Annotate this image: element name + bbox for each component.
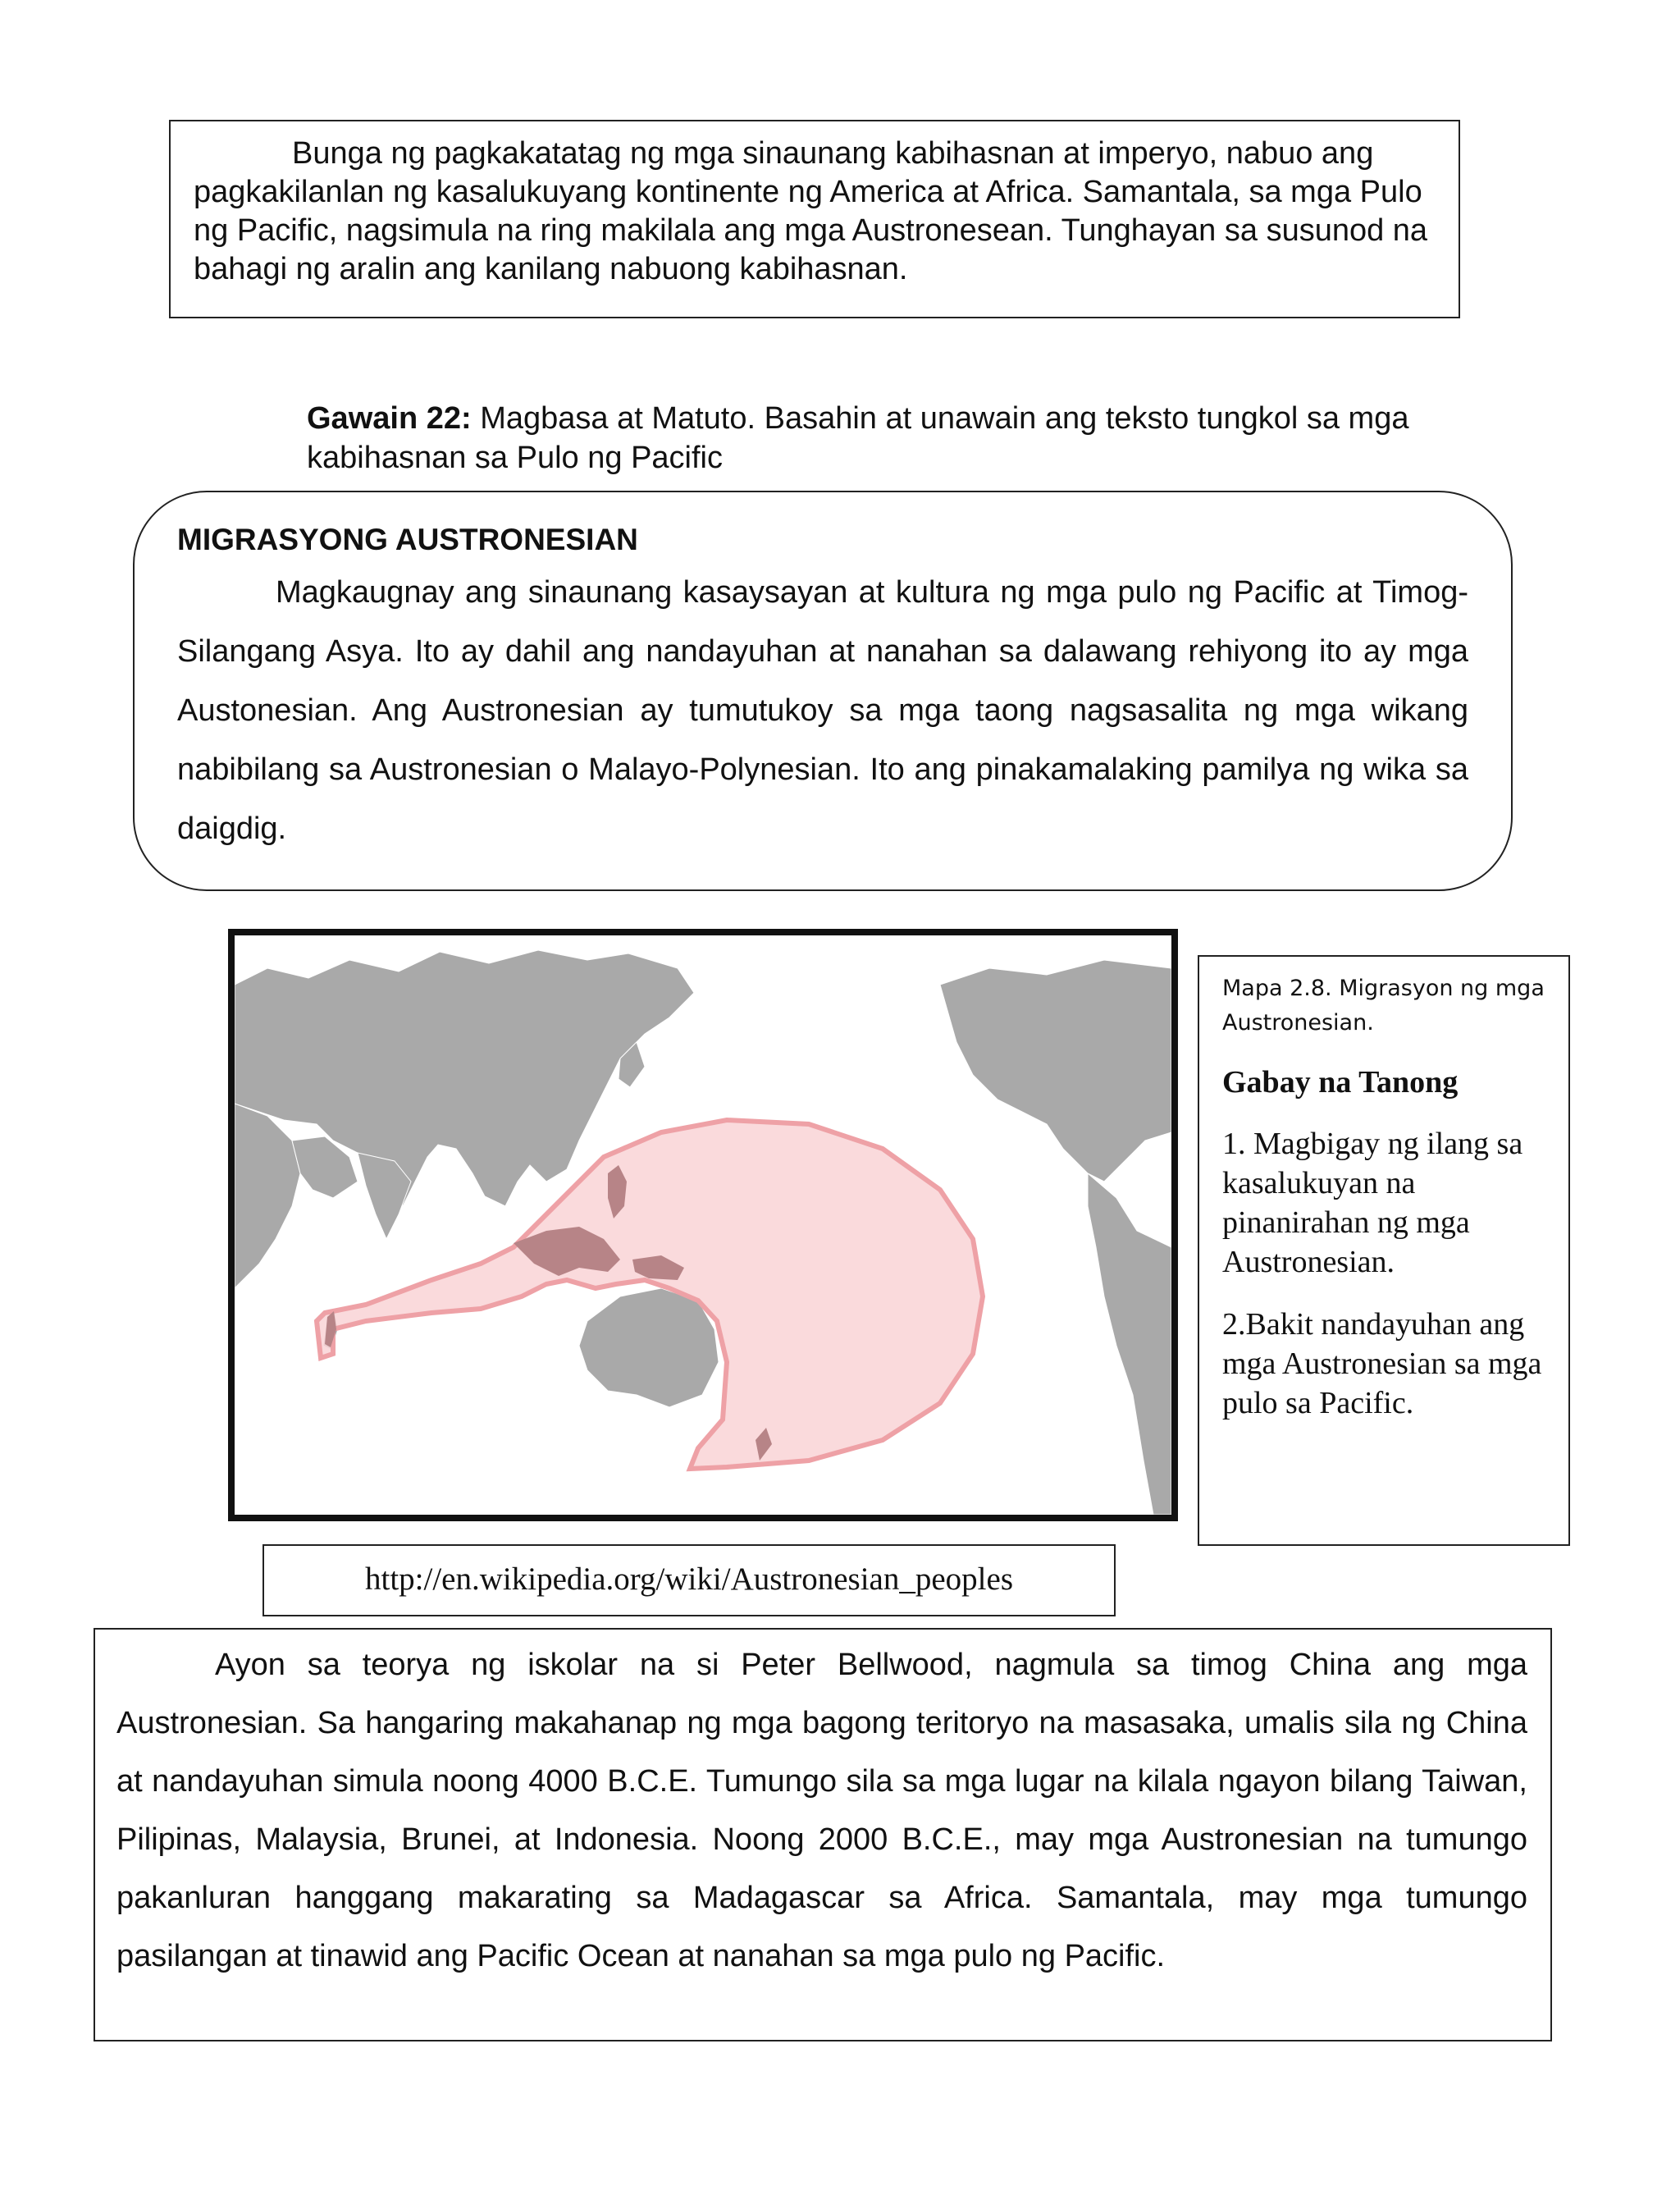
map-source-url: http://en.wikipedia.org/wiki/Austronesian_peoples [365,1561,1013,1597]
migrasyon-box [133,491,1513,891]
intro-text: Bunga ng pagkakatatag ng mga sinaunang kabihasnan at imperyo, nabuo ang pagkakilanlan ng kasalukuyang kontinente ng America at Africa. Samantala, sa mga Pulo ng Pacific, nagsimula na ring makilala ang mga Austronesean. Tunghayan sa susunod na bahagi ng aralin ang kanilang nabuong kabihasnan. [194,136,1428,286]
guide-question-1: 1. Magbigay ng ilang sa kasalukuyan na pinanirahan ng mga Austronesian. [1222,1127,1523,1279]
gawain-text: Magbasa at Matuto. Basahin at unawain ang teksto tungkol sa mga kabihasnan sa Pulo ng Pacific [307,401,1409,475]
migrasyon-body [177,563,1468,858]
migrasyon-body-text: Magkaugnay ang sinaunang kasaysayan at kultura ng mga pulo ng Pacific at Timog-Silangang Asya. Ito ay dahil ang nandayuhan at nanahan sa dalawang rehiyong ito ay mga Austonesian. Ang Austronesian ay tumutukoy sa mga taong nagsasalita ng mga wikang nabibilang sa Austronesian o Malayo-Polynesian. Ito ang pinakamalaking pamilya ng wika sa daigdig. [177,575,1468,846]
guide-question-2: 2.Bakit nandayuhan ang mga Austronesian sa mga pulo sa Pacific. [1222,1307,1542,1420]
guide-questions-title: Gabay na Tanong [1222,1065,1459,1100]
bellwood-text: Ayon sa teorya ng iskolar na si Peter Bellwood, nagmula sa timog China ang mga Austronesian. Sa hangaring makahanap ng mga bagong teritoryo na masasaka, umalis sila ng China at nandayuhan simula noong 4000 B.C.E. Tumungo sila sa mga lugar na kilala ngayon bilang Taiwan, Pilipinas, Malaysia, Brunei, at Indonesia. Noong 2000 B.C.E., may mga Austronesian na tumungo pakanluran hanggang makarating sa Madagascar sa Africa. Samantala, may mga tumungo pasilangan at tinawid ang Pacific Ocean at nanahan sa mga pulo ng Pacific. [116,1648,1527,1973]
map-source-box [262,1544,1116,1616]
intro-box [169,120,1460,318]
austronesian-migration-map [228,929,1178,1521]
map-caption: Mapa 2.8. Migrasyon ng mga Austronesian. [1222,976,1545,1036]
gawain-instruction [307,399,1472,478]
map-svg [235,935,1171,1515]
migrasyon-title: MIGRASYONG AUSTRONESIAN [177,523,638,556]
gawain-label: Gawain 22: [307,401,472,436]
bellwood-theory-box [94,1628,1552,2041]
map-caption-box [1198,955,1570,1546]
